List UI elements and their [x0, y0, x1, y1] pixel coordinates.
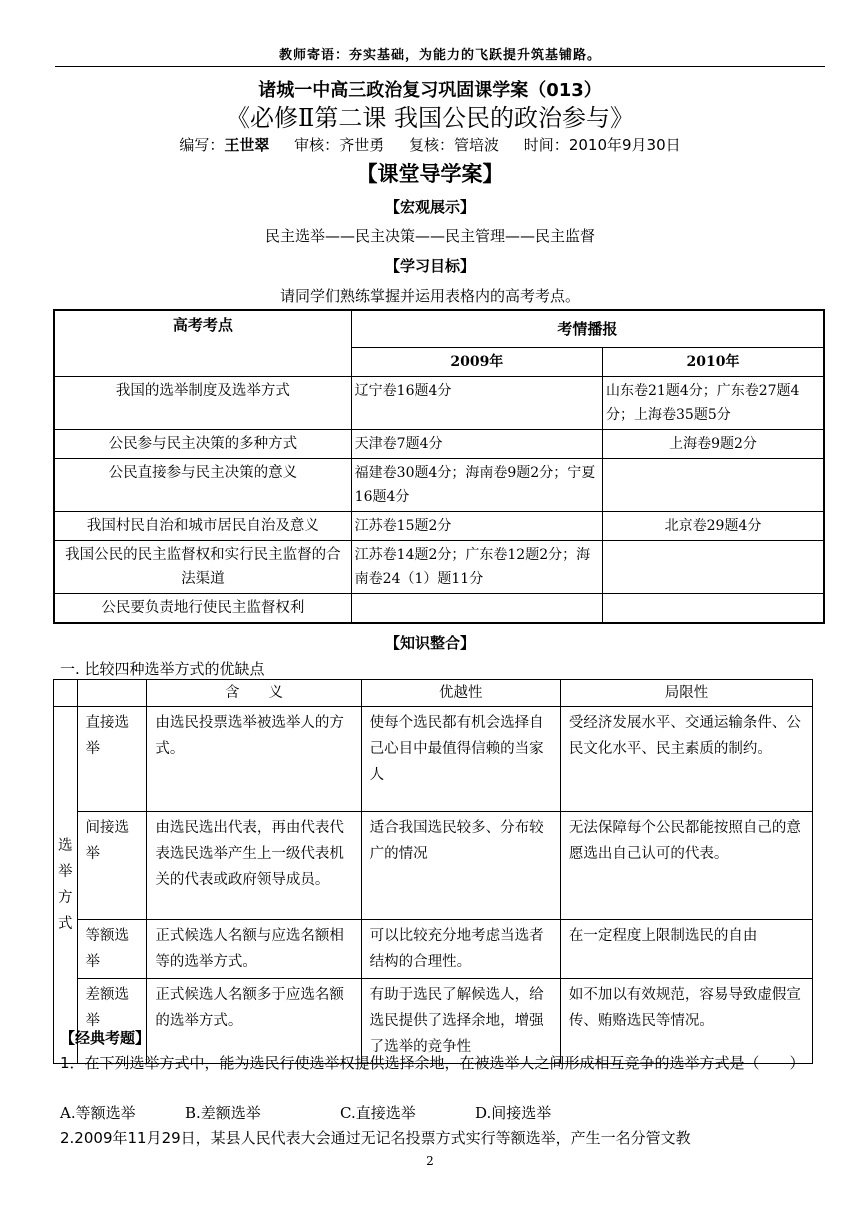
section-integration: 【知识整合】 — [384, 634, 475, 652]
document-title: 诸城一中高三政治复习巩固课学案（013） — [258, 80, 602, 101]
blank-cell — [77, 680, 147, 707]
info-2009: 天津卷7题4分 — [351, 430, 602, 459]
limit: 在一定程度上限制选民的自由 — [560, 920, 812, 979]
limit: 无法保障每个公民都能按照自己的意愿选出自己认可的代表。 — [560, 812, 812, 920]
info-2009: 福建卷30题4分；海南卷9题2分；宁夏16题4分 — [351, 459, 602, 512]
table-row — [54, 920, 813, 979]
col-exam-point: 高考考点 — [54, 310, 351, 377]
lesson-title: 《必修Ⅱ第二课 我国公民的政治参与》 — [226, 104, 634, 132]
info-2009 — [351, 594, 602, 624]
election-type: 直接选举 — [77, 707, 147, 812]
flow-line: 民主选举——民主决策——民主管理——民主监督 — [264, 227, 595, 245]
option-c: C.直接选举 — [340, 1104, 416, 1122]
option-d: D.间接选举 — [475, 1104, 552, 1122]
blank-cell — [54, 680, 78, 707]
section-goals: 【学习目标】 — [384, 257, 475, 275]
header-motto: 教师寄语：夯实基础，为能力的飞跃提升筑基铺路。 — [278, 48, 601, 63]
question-1: 1．在下列选举方式中，能为选民行使选举权提供选择余地，在被选举人之间形成相互竞争的选举方式是（ ） — [60, 1054, 805, 1072]
exam-point: 我国的选举制度及选举方式 — [54, 377, 351, 430]
meaning: 正式候选人名额多于应选名额的选举方式。 — [147, 979, 361, 1064]
option-b: B.差额选举 — [185, 1104, 261, 1122]
merit: 适合我国选民较多、分布较广的情况 — [361, 812, 560, 920]
election-type: 差额选举 — [77, 979, 147, 1064]
info-2009: 辽宁卷16题4分 — [351, 377, 602, 430]
table-row — [54, 812, 813, 920]
goals-note: 请同学们熟练掌握并运用表格内的高考考点。 — [279, 287, 580, 305]
side-label: 选举方式 — [54, 707, 78, 1064]
table-row — [54, 459, 824, 512]
col-year-2009: 2009年 — [351, 348, 602, 377]
col-limit: 局限性 — [560, 680, 812, 707]
table-row — [54, 541, 824, 594]
info-2010 — [603, 541, 824, 594]
page-number: 2 — [426, 1154, 434, 1168]
meaning: 正式候选人名额与应选名额相等的选举方式。 — [147, 920, 361, 979]
section-macro: 【宏观展示】 — [384, 198, 475, 216]
info-2010 — [603, 594, 824, 624]
col-exam-info: 考情播报 — [351, 310, 824, 348]
col-year-2010: 2010年 — [603, 348, 824, 377]
question-1-options — [60, 1100, 820, 1126]
exam-point: 公民要负责地行使民主监督权利 — [54, 594, 351, 624]
info-2009: 江苏卷14题2分；广东卷12题2分；海南卷24（1）题11分 — [351, 541, 602, 594]
exam-point: 我国村民自治和城市居民自治及意义 — [54, 512, 351, 541]
election-type: 等额选举 — [77, 920, 147, 979]
merit: 使每个选民都有机会选择自己心目中最值得信赖的当家人 — [361, 707, 560, 812]
editor: 编写：王世翠 — [179, 136, 270, 154]
election-type: 间接选举 — [77, 812, 147, 920]
info-2010 — [603, 459, 824, 512]
election-compare-table — [53, 679, 813, 1064]
table-row — [54, 707, 813, 812]
limit: 受经济发展水平、交通运输条件、公民文化水平、民主素质的制约。 — [560, 707, 812, 812]
meaning: 由选民选出代表，再由代表代表选民选举产生上一级代表机关的代表或政府领导成员。 — [147, 812, 361, 920]
merit: 有助于选民了解候选人，给选民提供了选择余地，增强了选举的竞争性 — [361, 979, 560, 1064]
table-row — [54, 512, 824, 541]
date: 时间：2010年9月30日 — [523, 136, 681, 154]
credits-line — [0, 134, 860, 155]
col-meaning: 含 义 — [147, 680, 361, 707]
exam-points-table — [53, 309, 825, 624]
table-row — [54, 430, 824, 459]
option-a: A.等额选举 — [60, 1104, 136, 1122]
reviewer: 审核：齐世勇 — [294, 136, 385, 154]
info-2010: 北京卷29题4分 — [603, 512, 824, 541]
merit: 可以比较充分地考虑当选者结构的合理性。 — [361, 920, 560, 979]
section-classic: 【经典考题】 — [60, 1029, 151, 1047]
section-main: 【课堂导学案】 — [356, 162, 504, 186]
checker: 复核：管培波 — [408, 136, 500, 154]
col-merit: 优越性 — [361, 680, 560, 707]
header-rule — [55, 66, 825, 67]
table-row — [54, 377, 824, 430]
info-2009: 江苏卷15题2分 — [351, 512, 602, 541]
exam-point: 公民直接参与民主决策的意义 — [54, 459, 351, 512]
limit: 如不加以有效规范，容易导致虚假宣传、贿赂选民等情况。 — [560, 979, 812, 1064]
info-2010: 山东卷21题4分；广东卷27题4分；上海卷35题5分 — [603, 377, 824, 430]
question-2: 2.2009年11月29日，某县人民代表大会通过无记名投票方式实行等额选举，产生一名分管文教 — [60, 1129, 691, 1147]
exam-point: 我国公民的民主监督权和实行民主监督的合法渠道 — [54, 541, 351, 594]
compare-heading: 一. 比较四种选举方式的优缺点 — [60, 660, 265, 678]
info-2010: 上海卷9题2分 — [603, 430, 824, 459]
exam-point: 公民参与民主决策的多种方式 — [54, 430, 351, 459]
table-row — [54, 594, 824, 624]
meaning: 由选民投票选举被选举人的方式。 — [147, 707, 361, 812]
